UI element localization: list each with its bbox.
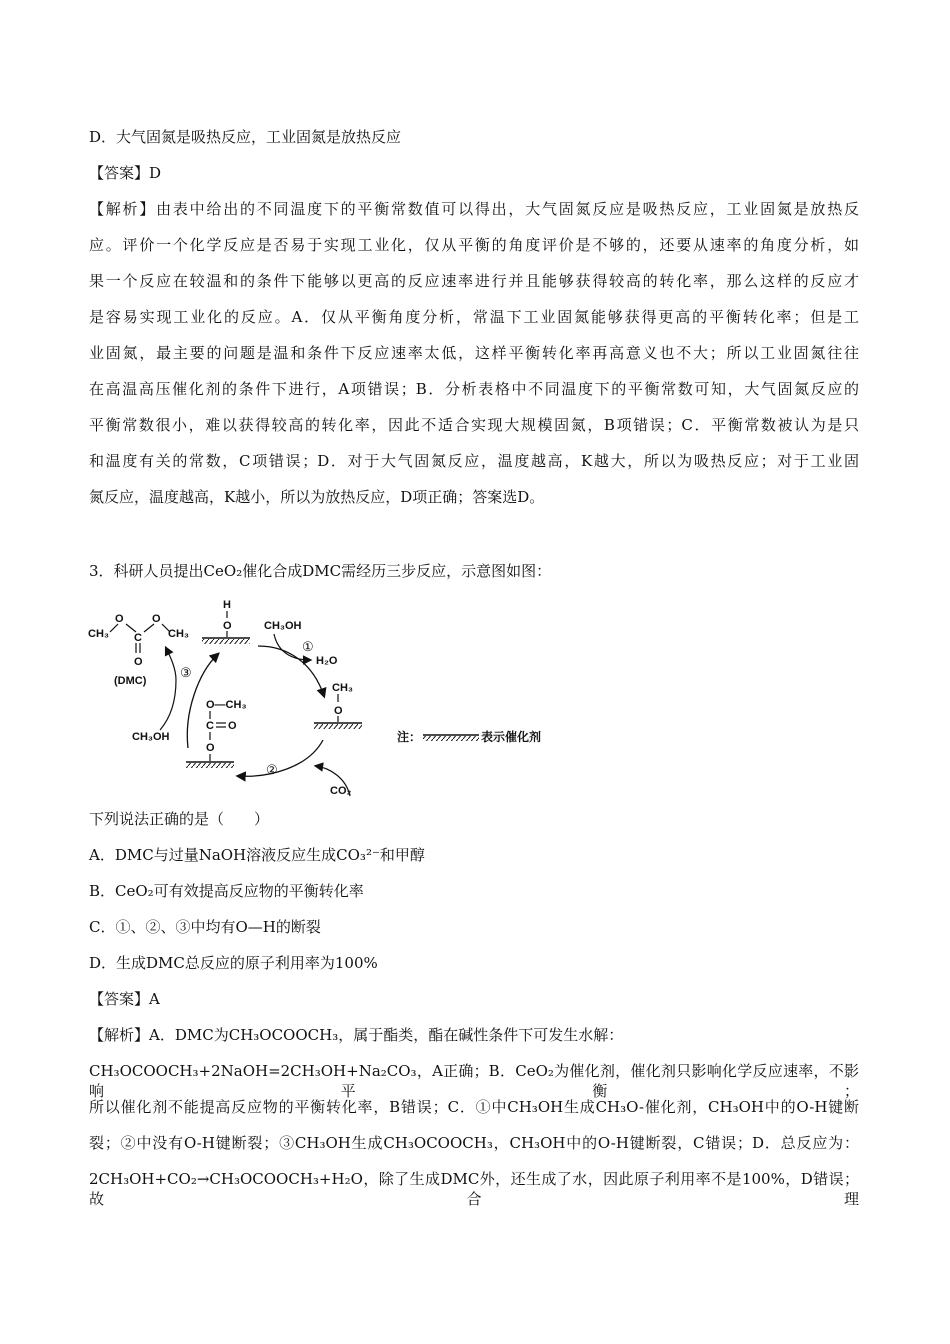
co2-label: CO₂ bbox=[330, 785, 352, 797]
analysis-label: 【解析】 bbox=[89, 200, 157, 218]
dmc-o-left: O bbox=[115, 613, 124, 625]
reaction-cycle-diagram bbox=[88, 598, 518, 798]
dmc-ch3-right: CH₃ bbox=[168, 628, 189, 640]
answer-value: D bbox=[149, 164, 162, 182]
analysis-label: 【解析】 bbox=[89, 1026, 150, 1044]
ceo2-formula: CeO₂ bbox=[203, 562, 243, 580]
q3-option-c: C．①、②、③中均有O—H的断裂 bbox=[89, 918, 321, 936]
q3-question: 下列说法正确的是（ ） bbox=[89, 810, 270, 828]
catalyst-oh-site bbox=[202, 599, 250, 644]
och3-ch3: CH₃ bbox=[332, 682, 353, 694]
dmc-ch3-left: CH₃ bbox=[88, 628, 109, 640]
oh-h: H bbox=[223, 599, 231, 611]
q3-option-d: D．生成DMC总反应的原子利用率为100% bbox=[89, 954, 378, 972]
och3-o: O bbox=[334, 705, 343, 717]
dmc-o-bottom: O bbox=[134, 656, 143, 668]
q2-analysis-line-3: 果一个反应在较温和的条件下能够以更高的反应速率进行并且能够获得较高的转化率，那么这样的反应才 bbox=[89, 272, 859, 290]
h2o-label: H₂O bbox=[316, 655, 338, 667]
carb-c: C bbox=[206, 720, 214, 732]
q2-analysis-line-7: 平衡常数很小，难以获得较高的转化率，因此不适合实现大规模固氮，B项错误；C．平衡常数被认为是只 bbox=[89, 416, 859, 434]
q3-option-a: A．DMC与过量NaOH溶液反应生成CO₃²⁻和甲醇 bbox=[89, 846, 425, 864]
answer-label: 【答案】 bbox=[89, 164, 150, 182]
q3-analysis-line-4: 裂；②中没有O-H键断裂；③CH₃OH生成CH₃OCOOCH₃，CH₃OH中的O-H键断裂，C错误；D．总反应为： bbox=[89, 1134, 859, 1152]
q2-analysis-line-6: 在高温高压催化剂的条件下进行，A项错误；B．分析表格中不同温度下的平衡常数可知，大气固氮反应的 bbox=[89, 380, 859, 398]
ch3oh-left: CH₃OH bbox=[132, 731, 170, 743]
carb-o-top: O—CH₃ bbox=[206, 699, 247, 711]
q2-option-d: D．大气固氮是吸热反应，工业固氮是放热反应 bbox=[89, 128, 402, 146]
q3-option-b: B．CeO₂可有效提高反应物的平衡转化率 bbox=[89, 882, 364, 900]
q3-stem: 3．科研人员提出CeO₂催化合成DMC需经历三步反应，示意图如图： bbox=[89, 562, 552, 580]
q3-analysis-line-5: 2CH₃OH+CO₂→CH₃OCOOCH₃+H₂O，除了生成DMC外，还生成了水，因此原子利用率不是100%，D错误；故合理 bbox=[89, 1170, 859, 1208]
dmc-c: C bbox=[134, 632, 142, 644]
carb-o-bottom: O bbox=[206, 742, 215, 754]
q2-analysis-line-1: 【解析】由表中给出的不同温度下的平衡常数值可以得出，大气固氮反应是吸热反应，工业固氮是放热反 bbox=[89, 200, 859, 218]
answer-value: A bbox=[149, 990, 160, 1008]
q2-analysis-line-9: 氮反应，温度越高，K越小，所以为放热反应，D项正确；答案选D。 bbox=[89, 488, 545, 506]
diagram-note: 注： 表示催化剂 bbox=[397, 730, 542, 744]
step-1: ① bbox=[302, 639, 314, 654]
step-2: ② bbox=[266, 762, 278, 777]
carbonate-ion: CO₃²⁻ bbox=[336, 846, 380, 864]
q2-analysis-line-8: 和温度有关的常数，C项错误；D．对于大气固氮反应，温度越高，K越大，所以为吸热反应；对于工业固 bbox=[89, 452, 859, 470]
q3-answer bbox=[89, 989, 160, 1009]
q2-analysis-line-2: 应。评价一个化学反应是否易于实现工业化，仅从平衡的角度评价是不够的，还要从速率的角度分析，如 bbox=[89, 236, 859, 254]
catalyst-carbonate-site bbox=[186, 699, 247, 768]
answer-label: 【答案】 bbox=[89, 990, 150, 1008]
q2-analysis-line-4: 是容易实现工业化的反应。A．仅从平衡角度分析，常温下工业固氮能够获得更高的平衡转化率；但是工 bbox=[89, 308, 859, 326]
carb-o-double: O bbox=[228, 720, 237, 732]
q2-answer bbox=[89, 163, 161, 183]
q3-analysis-line-3: 所以催化剂不能提高反应物的平衡转化率，B错误；C．①中CH₃OH生成CH₃O-催化剂，CH₃OH中的O-H键断 bbox=[89, 1098, 859, 1116]
q2-analysis-line-5: 业固氮，最主要的问题是温和条件下反应速率太低，这样平衡转化率再高意义也不大；所以工业固氮往往 bbox=[89, 344, 859, 362]
q3-analysis-line-1: 【解析】A．DMC为CH₃OCOOCH₃，属于酯类，酯在碱性条件下可发生水解： bbox=[89, 1026, 624, 1044]
dmc-o-right: O bbox=[152, 613, 161, 625]
oh-o: O bbox=[223, 620, 232, 632]
step-3: ③ bbox=[180, 665, 192, 680]
dmc-structure bbox=[88, 613, 189, 687]
ch3oh-top: CH₃OH bbox=[264, 620, 302, 632]
catalyst-hatch-icon bbox=[423, 733, 479, 742]
q3-analysis-line-2: CH₃OCOOCH₃+2NaOH=2CH₃OH+Na₂CO₃，A正确；B．CeO₂为催化剂，催化剂只影响化学反应速率，不影响平衡； bbox=[89, 1062, 859, 1100]
dmc-label: (DMC) bbox=[114, 675, 147, 687]
